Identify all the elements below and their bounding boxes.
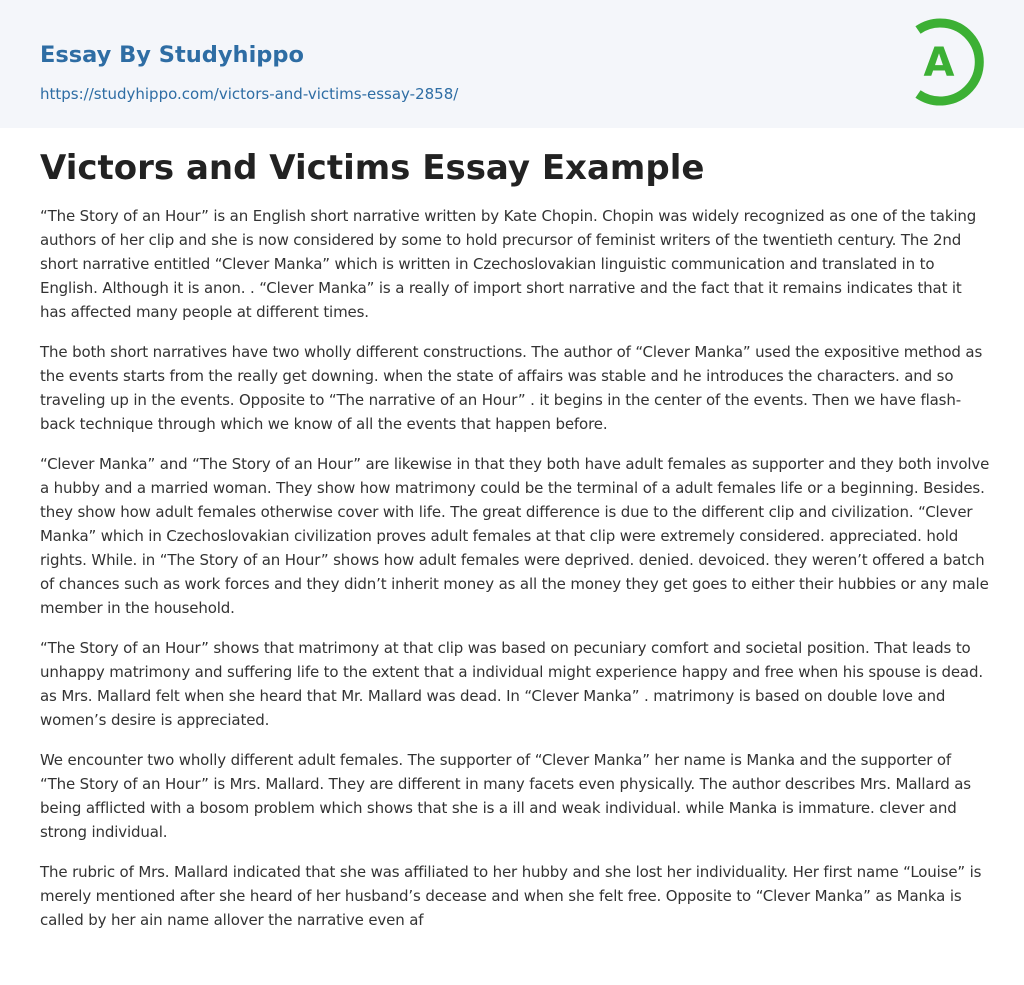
- site-header: [0, 0, 1024, 128]
- article-paragraph: “The Story of an Hour” is an English short narrative written by Kate Chopin. Chopin was widely recognized as one of the taking authors of her clip and she is now considered by some to hold precursor of feminist writers of the twentieth century. The 2nd short narrative entitled “Clever Manka” which is written in Czechoslovakian linguistic communication and translated in to English. Although it is anon. . “Clever Manka” is a really of import short narrative and the fact that it remains indicates that it has affected many people at different times.: [40, 207, 977, 321]
- article-paragraph: “The Story of an Hour” shows that matrimony at that clip was based on pecuniary comfort and societal position. That leads to unhappy matrimony and suffering life to the extent that a individual might experience happy and free when his spouse is dead. as Mrs. Mallard felt when she heard that Mr. Mallard was dead. In “Clever Manka” . matrimony is based on double love and women’s desire is appreciated.: [40, 639, 983, 729]
- article-paragraph: “Clever Manka” and “The Story of an Hour” are likewise in that they both have adult females as supporter and they both involve a hubby and a married woman. They show how matrimony could be the terminal of a adult females life or a beginning. Besides. they show how adult females otherwise cover with life. The great difference is due to the different clip and civilization. “Clever Manka” which in Czechoslovakian civilization proves adult females at that clip were extremely considered. appreciated. hold rights. While. in “The Story of an Hour” shows how adult females were deprived. denied. devoiced. they weren’t offered a batch of chances such as work forces and they didn’t inherit money as all the money they get goes to either their hubbies or any male member in the household.: [40, 455, 990, 617]
- site-brand[interactable]: Essay By Studyhippo: [40, 42, 304, 68]
- circle-a-logo-icon[interactable]: [904, 16, 992, 108]
- article-paragraph: The rubric of Mrs. Mallard indicated that she was affiliated to her hubby and she lost her individuality. Her first name “Louise” is merely mentioned after she heard of her husband’s decease and when she felt free. Opposite to “Clever Manka” as Manka is called by her ain name allover the narrative even af: [40, 863, 982, 929]
- article-paragraph: We encounter two wholly different adult females. The supporter of “Clever Manka” her name is Manka and the supporter of “The Story of an Hour” is Mrs. Mallard. They are different in many facets even physically. The author describes Mrs. Mallard as being afflicted with a bosom problem which shows that she is a ill and weak individual. while Manka is immature. clever and strong individual.: [40, 751, 971, 841]
- article-paragraph: The both short narratives have two wholly different constructions. The author of “Clever Manka” used the expositive method as the events starts from the really get downing. when the state of affairs was stable and he introduces the characters. and so traveling up in the events. Opposite to “The narrative of an Hour” . it begins in the center of the events. Then we have flash-back technique through which we know of all the events that happen before.: [40, 343, 983, 433]
- logo-letter: A: [923, 40, 955, 86]
- page-title: Victors and Victims Essay Example: [40, 148, 705, 188]
- essay-url-link[interactable]: https://studyhippo.com/victors-and-victims-essay-2858/: [40, 85, 459, 103]
- article: [40, 128, 990, 948]
